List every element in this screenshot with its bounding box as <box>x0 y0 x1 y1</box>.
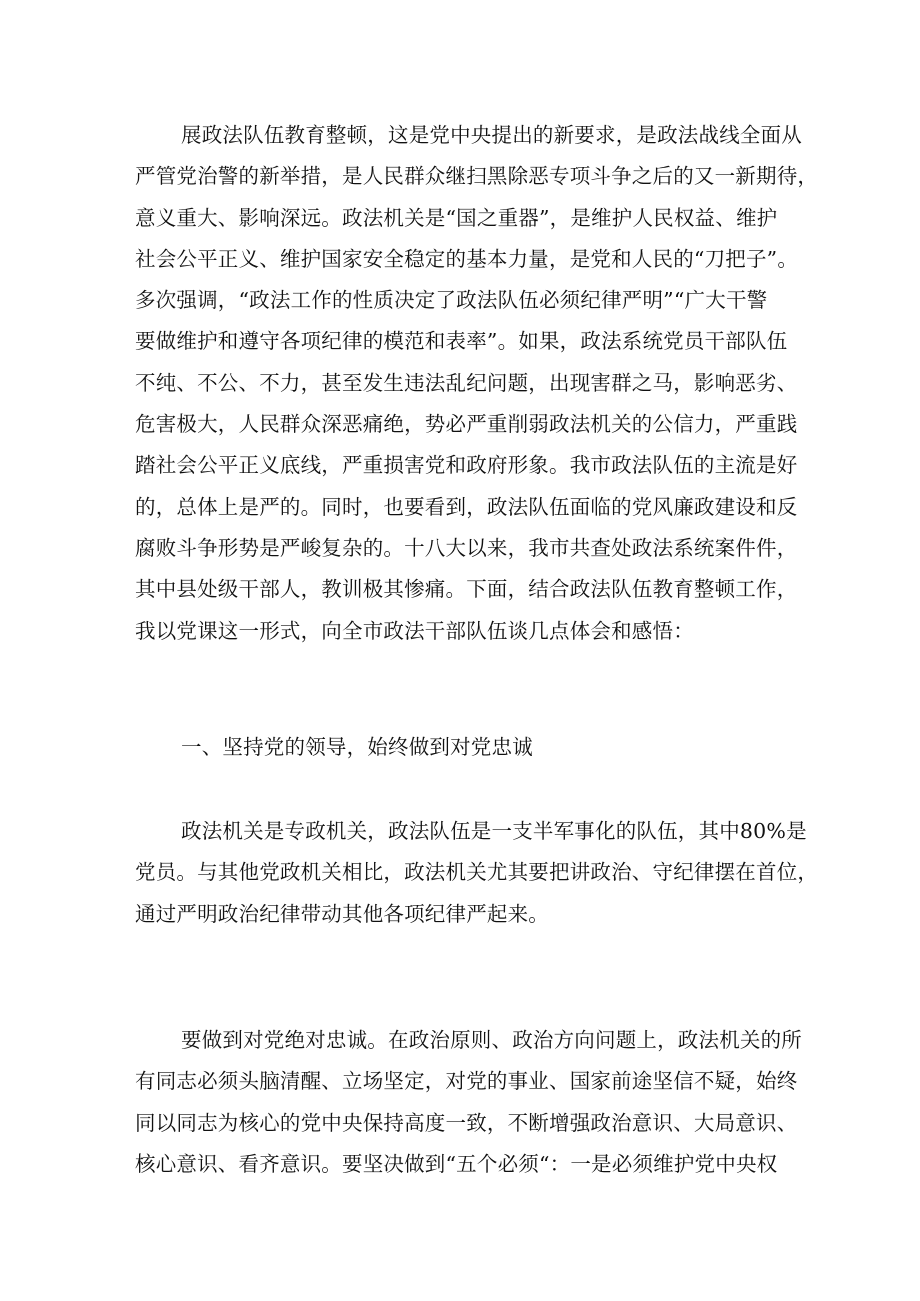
text-line: 的，总体上是严的。同时，也要看到，政法队伍面临的党风廉政建设和反 <box>135 494 798 519</box>
text-line: 有同志必须头脑清醒、立场坚定，对党的事业、国家前途坚信不疑，始终 <box>135 1069 798 1094</box>
text-line: 多次强调，“政法工作的性质决定了政法队伍必须纪律严明”“广大干警 <box>135 288 768 313</box>
text-line: 核心意识、看齐意识。要坚决做到“五个必须“：一是必须维护党中央权 <box>135 1151 778 1176</box>
section-heading <box>135 727 800 768</box>
text-line: 要做到对党绝对忠诚。在政治原则、政治方向问题上，政法机关的所 <box>181 1028 802 1052</box>
text-line: 我以党课这一形式，向全市政法干部队伍谈几点体会和感悟： <box>135 618 694 643</box>
text-line: 展政法队伍教育整顿，这是党中央提出的新要求，是政法战线全面从 <box>181 123 802 147</box>
paragraph-political-team <box>135 811 819 935</box>
text-line: 腐败斗争形势是严峻复杂的。十八大以来，我市共查处政法系统案件件， <box>135 535 798 560</box>
text-line: 同以同志为核心的党中央保持高度一致，不断增强政治意识、大局意识、 <box>135 1110 798 1135</box>
text-line: 意义重大、影响深远。政法机关是“国之重器”，是维护人民权益、维护 <box>135 205 778 230</box>
text-line: 严管党治警的新举措，是人民群众继扫黑除恶专项斗争之后的又一新期待， <box>135 164 819 189</box>
text-line: 要做维护和遵守各项纪律的模范和表率”。如果，政法系统党员干部队伍 <box>135 329 788 354</box>
heading-text: 一、坚持党的领导，始终做到对党忠诚 <box>181 735 533 759</box>
paragraph-intro <box>135 115 819 652</box>
text-line: 其中县处级干部人，教训极其惨痛。下面，结合政法队伍教育整顿工作， <box>135 577 798 602</box>
paragraph-loyalty <box>135 1020 800 1185</box>
text-line: 政法机关是专政机关，政法队伍是一支半军事化的队伍，其中80%是 <box>181 819 807 843</box>
text-line: 不纯、不公、不力，甚至发生违法乱纪问题，出现害群之马，影响恶劣、 <box>135 370 798 395</box>
text-line: 危害极大，人民群众深恶痛绝，势必严重削弱政法机关的公信力，严重践 <box>135 412 798 437</box>
text-line: 党员。与其他党政机关相比，政法机关尤其要把讲政治、守纪律摆在首位， <box>135 860 819 885</box>
text-line: 社会公平正义、维护国家安全稳定的基本力量，是党和人民的“刀把子”。 <box>135 246 799 271</box>
text-line: 通过严明政治纪律带动其他各项纪律严起来。 <box>135 901 549 926</box>
text-line: 踏社会公平正义底线，严重损害党和政府形象。我市政法队伍的主流是好 <box>135 453 798 478</box>
